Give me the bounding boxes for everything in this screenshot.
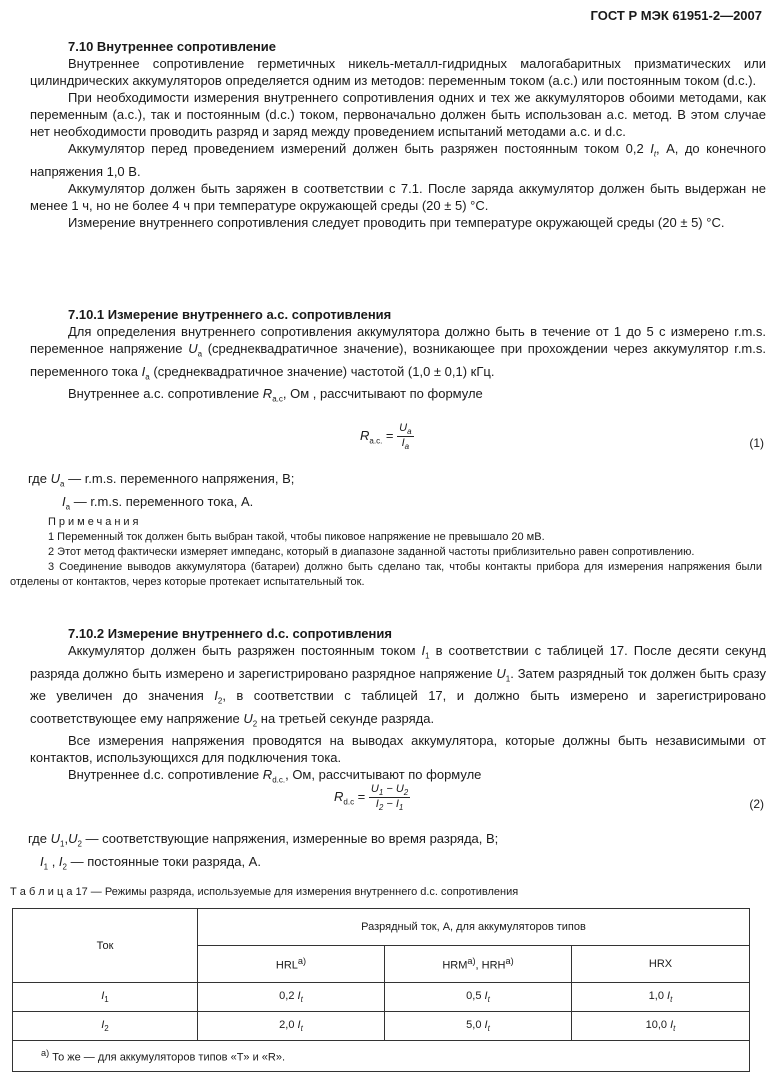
paragraph: Для определения внутреннего сопротивления аккумулятора должно быть в течение от 1 до 5 с измерено r.m.s. переменное напряжение $U_a$ (среднеквадратичное значение), возникающее при прохождении через аккумулятор r.m.s. переменного тока $I_a$ (среднеквадратичное значение) частотой (1,0 ± 0,1) кГц. — [30, 324, 766, 382]
discharge-table — [12, 908, 750, 1072]
table-caption: Т а б л и ц а 17 — Режимы разряда, используемые для измерения внутреннего d.c. сопротивления — [10, 886, 519, 898]
table-header: Разрядный ток, А, для аккумуляторов типов — [198, 909, 750, 946]
section-title: 7.10 Внутреннее сопротивление — [68, 39, 277, 54]
table-cell: 10,0 $I_t$ — [572, 1012, 750, 1041]
paragraph: Все измерения напряжения проводятся на выводах аккумулятора, которые должны быть независимыми от контактов, использующихся для подключения тока. — [30, 733, 766, 766]
section-title: 7.10.2 Измерение внутреннего d.c. сопротивления — [68, 626, 392, 641]
table-header: $HRM^{а)}$, $HRH^{а)}$ — [385, 946, 572, 983]
table-header: $HRL^{а)}$ — [198, 946, 385, 983]
notes-title: Примечания — [48, 516, 142, 528]
section-7-10-1 — [30, 306, 766, 408]
document-header: ГОСТ Р МЭК 61951-2—2007 — [590, 8, 762, 23]
equation-number: (1) — [749, 436, 764, 450]
note: 1 Переменный ток должен быть выбран такой, чтобы пиковое напряжение не превышало 20 мВ. — [48, 531, 545, 543]
paragraph: Измерение внутреннего сопротивления следует проводить при температуре окружающей среды (20 ± 5) °С. — [68, 214, 725, 230]
table-cell: 0,2 $I_t$ — [198, 983, 385, 1012]
table-header: Ток — [13, 909, 198, 983]
section-title: 7.10.1 Измерение внутреннего a.c. сопротивления — [68, 307, 392, 322]
note: 2 Этот метод фактически измеряет импеданс, который в диапазоне заданной частоты приблизительно равен сопротивлению. — [48, 546, 695, 558]
section-7-10-2 — [30, 625, 766, 789]
table-row — [13, 909, 750, 946]
paragraph: Аккумулятор перед проведением измерений должен быть разряжен постоянным током 0,2 $I_t$, А, до конечного напряжения 1,0 В. — [30, 141, 766, 179]
paragraph: При необходимости измерения внутреннего сопротивления одних и тех же аккумуляторов обоими методами, как переменным (a.c.), так и постоянным (d.c.) током, первоначально должен быть использован a.c. метод. В этом случае нет необходимости проводить разряд и заряд между проведением испытаний методами a.c. и d.c. — [30, 90, 766, 139]
table-row — [13, 983, 750, 1012]
paragraph: Аккумулятор должен быть разряжен постоянным током $I_1$ в соответствии с таблицей 17. После десяти секунд разряда должно быть измерено и зарегистрировано разрядное напряжение $U_1$. Затем разрядный ток должен быть сразу же увеличен до значения $I_2$, в соответствии с таблицей 17, и должно быть измерено и зарегистрировано соответствующее ему напряжение $U_2$ на третьей секунде разряда. — [30, 643, 766, 729]
paragraph: Внутреннее a.c. сопротивление $R_{a.c}$, Ом , рассчитывают по формуле — [68, 386, 483, 404]
paragraph: Внутреннее d.c. сопротивление $R_{d.c.}$, Ом, рассчитывают по формуле — [68, 767, 482, 785]
table-cell: $I_1$ — [13, 983, 198, 1012]
section-7-10 — [30, 38, 766, 231]
table-cell: 0,5 $I_t$ — [385, 983, 572, 1012]
notes-block — [10, 515, 762, 590]
table-row — [13, 1041, 750, 1072]
paragraph: Аккумулятор должен быть заряжен в соответствии с 7.1. После заряда аккумулятор должен быть выдержан не менее 1 ч, но не более 4 ч при температуре окружающей среды (20 ± 5) °С. — [30, 180, 766, 213]
table-footnote: $^{а)}$ То же — для аккумуляторов типов «T» и «R». — [13, 1041, 750, 1072]
formula-legend: где $U_a$ — r.m.s. переменного напряжения, В; $I_a$ — r.m.s. переменного тока, А. — [28, 471, 295, 512]
formula-1: $R_{a.c.}$ = $\frac{U_a}{I_a}$ — [360, 422, 412, 452]
formula-legend: где $U_1,U_2$ — соответствующие напряжения, измеренные во время разряда, В; $I_1$ , $I_2$ — постоянные токи разряда, А. — [28, 831, 499, 872]
table-row — [13, 1012, 750, 1041]
formula-2: $R_{d.c}$ = $\frac{U_1 - U_2}{I_2 - I_1}$ — [334, 783, 409, 813]
table-header: HRX — [572, 946, 750, 983]
table-cell: $I_2$ — [13, 1012, 198, 1041]
table-cell: 2,0 $I_t$ — [198, 1012, 385, 1041]
note: 3 Соединение выводов аккумулятора (батареи) должно быть сделано так, чтобы контакты прибора для измерения напряжения были отделены от контактов, через которые протекает испытательный ток. — [10, 561, 762, 588]
table-cell: 1,0 $I_t$ — [572, 983, 750, 1012]
table-cell: 5,0 $I_t$ — [385, 1012, 572, 1041]
equation-number: (2) — [749, 797, 764, 811]
paragraph: Внутреннее сопротивление герметичных никель-металл-гидридных малогабаритных призматических или цилиндрических аккумуляторов определяется одним из методов: переменным током (a.c.) или постоянным током (d.c.). — [30, 56, 766, 88]
